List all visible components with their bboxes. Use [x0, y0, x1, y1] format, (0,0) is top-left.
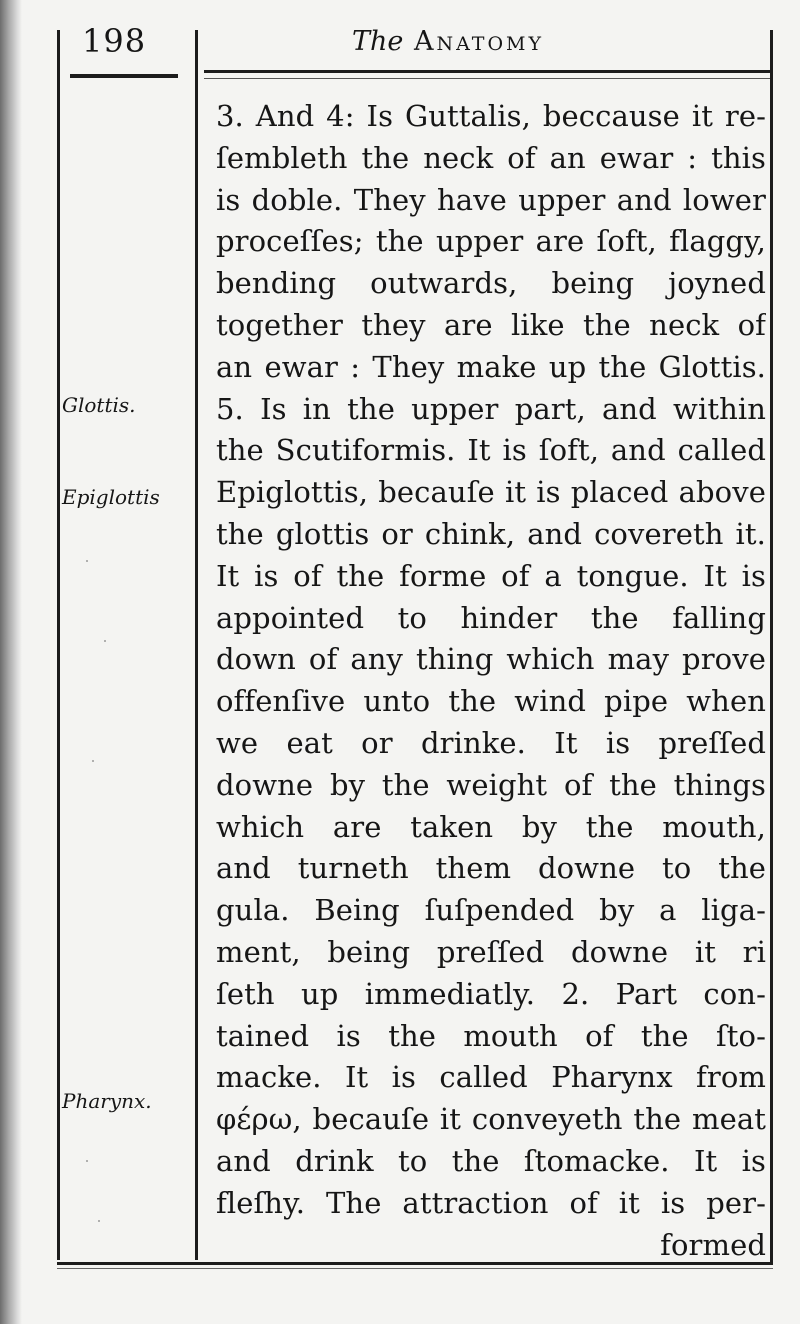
header-rule-right — [204, 70, 770, 73]
body-text — [216, 96, 766, 1266]
text-line: It is of the forme of a tongue. It is — [216, 558, 766, 593]
text-line: together they are like the neck of — [216, 307, 766, 342]
frame-rule-right — [770, 30, 773, 1262]
margin-note-pharynx: Pharynx. — [62, 1089, 152, 1113]
paper-speck — [92, 760, 94, 762]
margin-note-glottis: Glottis. — [62, 393, 136, 417]
text-line: fleſhy. The attraction of it is per- — [216, 1185, 766, 1220]
catchword-line: formed — [660, 1227, 766, 1262]
header-rule-left — [70, 74, 178, 78]
frame-rule-margin — [195, 30, 198, 1260]
text-line: Epiglottis, becauſe it is placed above — [216, 475, 766, 510]
running-head — [352, 20, 652, 64]
text-line: down of any thing which may prove — [216, 642, 766, 677]
text-line: ment, being preſſed downe it ri — [216, 934, 766, 969]
text-line: downe by the weight of the things — [216, 767, 766, 802]
paper-speck — [86, 560, 88, 562]
paper-speck — [104, 640, 106, 642]
text-line: 3. And 4: Is Guttalis, beccause it re- — [216, 99, 766, 133]
margin-note-epiglottis: Epiglottis — [62, 485, 160, 509]
running-head-anatomy: Anatomy — [413, 26, 545, 57]
page-number: 198 — [82, 22, 147, 60]
text-line: we eat or drinke. It is preſſed — [216, 725, 766, 760]
text-line: φέρω, becauſe it conveyeth the meat — [216, 1102, 766, 1137]
text-line: macke. It is called Pharynx from — [216, 1060, 766, 1095]
header-rule-right-thin — [204, 78, 770, 79]
text-line: ſembleth the neck of an ewar : this — [216, 140, 766, 175]
text-line: and turneth them downe to the — [216, 851, 766, 886]
text-line: 5. Is in the upper part, and within — [216, 391, 766, 426]
text-line: and drink to the ſtomacke. It is — [216, 1143, 766, 1178]
text-line: tained is the mouth of the ſto- — [216, 1018, 766, 1053]
text-line: an ewar : They make up the Glottis. — [216, 349, 766, 384]
text-line: appointed to hinder the falling — [216, 600, 766, 635]
text-line: which are taken by the mouth, — [216, 809, 766, 844]
text-line: the glottis or chink, and covereth it. — [216, 516, 766, 551]
text-line: proceſſes; the upper are ſoft, flaggy, — [216, 224, 766, 259]
running-head-the: The — [352, 26, 404, 57]
paper-speck — [86, 1160, 88, 1162]
frame-rule-bottom-thin — [57, 1268, 773, 1269]
text-line: offenſive unto the wind pipe when — [216, 684, 766, 719]
text-line: ſeth up immediatly. 2. Part con- — [216, 976, 766, 1011]
text-line: bending outwards, being joyned — [216, 266, 766, 301]
binding-shadow — [0, 0, 22, 1324]
text-line: gula. Being ſuſpended by a liga- — [216, 893, 766, 928]
text-line: the Scutiformis. It is ſoft, and called — [216, 433, 766, 468]
frame-rule-left — [57, 30, 60, 1260]
text-line: is doble. They have upper and lower — [216, 182, 766, 217]
paper-speck — [98, 1220, 100, 1222]
